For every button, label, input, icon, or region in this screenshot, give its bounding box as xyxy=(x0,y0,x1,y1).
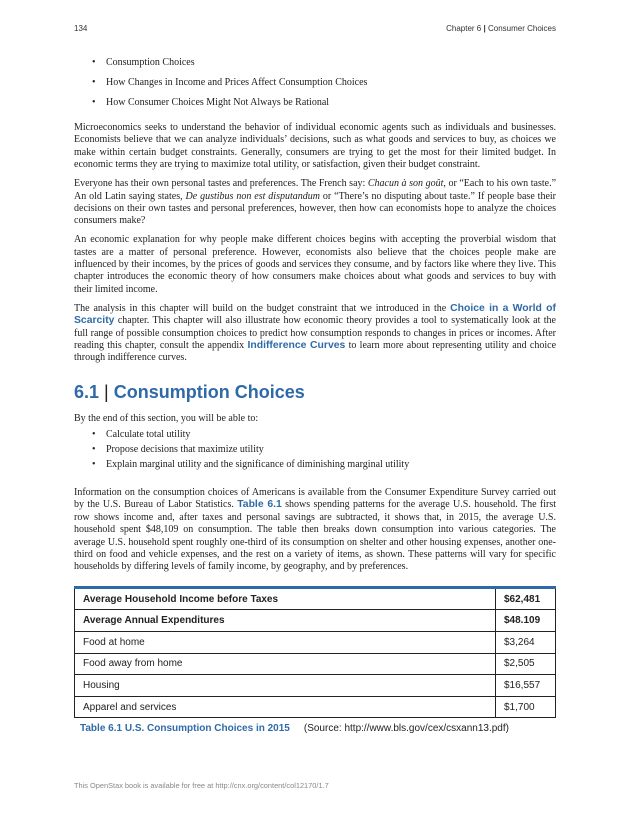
paragraph-tastes xyxy=(74,178,556,228)
table-cell-label: Housing xyxy=(75,675,496,697)
section-title: Consumption Choices xyxy=(113,381,305,402)
page-number: 134 xyxy=(74,24,88,33)
table-row xyxy=(75,675,556,697)
paragraph-analysis xyxy=(74,303,556,365)
table-cell-label: Apparel and services xyxy=(75,696,496,718)
link-choice-scarcity[interactable]: Choice in a World of Scarcity xyxy=(74,302,556,327)
table-cell-label: Food away from home xyxy=(75,653,496,675)
table-cell-label: Average Annual Expenditures xyxy=(75,610,496,632)
list-item: • Explain marginal utility and the significance of diminishing marginal utility xyxy=(106,459,556,471)
paragraph-explanation: An economic explanation for why people make different choices begins with accepting the proverbial wisdom that tastes are a matter of personal preference. However, economists also believe that the choices people make are influenced by their incomes, by the prices of goods and services they consume, and by factors like where they live. This chapter introduces the economic theory of how consumers make choices about what goods and services to buy with their limited income. xyxy=(74,234,556,295)
table-cell-value: $62,481 xyxy=(496,587,556,610)
paragraph-microeconomics: Microeconomics seeks to understand the behavior of individual economic agents such as individuals and businesses. Economists believe that we can analyze individuals’ decisions, such as what goods and services to buy, as choices we make within certain budget constraints. Generally, consumers are trying to get the most for their limited budget. In economic terms they are trying to maximize total utility, or satisfaction, given their budget constraint. xyxy=(74,122,556,171)
text-run: to learn more about representing utility and choice through indifference curves. xyxy=(74,340,557,364)
table-row xyxy=(75,653,556,675)
table-caption xyxy=(74,723,556,734)
list-item: • Propose decisions that maximize utility xyxy=(106,444,556,456)
table-cell-value: $1,700 xyxy=(496,696,556,718)
caption-source: (Source: http://www.bls.gov/cex/csxann13.pdf) xyxy=(303,723,509,735)
list-item: • Consumption Choices xyxy=(106,56,556,69)
text-run: shows spending patterns for the average U.S. household. The first row shows income and, after taxes and personal savings are subtracted, it shows that, in 2015, the average U.S. household spent $48,109 on consumption. The table then breaks down consumption into various categories. The average U.S. household spent roughly one-third of its consumption on shelter and other housing expenses, another one-third on food and vehicle expenses, and the rest on a variety of items, as shown. These patterns will vary for specific households by differing levels of family income, by geography, and by preferences. xyxy=(74,499,556,573)
table-cell-value: $3,264 xyxy=(496,632,556,654)
objectives-intro: By the end of this section, you will be able to: xyxy=(74,412,259,424)
caption-label: Table 6.1 U.S. Consumption Choices in 2015 xyxy=(80,723,290,735)
table-cell-value: $2,505 xyxy=(496,653,556,675)
text-run: chapter. This chapter will also illustrate how economic theory provides a tool to systematically look at the full range of possible consumption choices to predict how consumption responds to changes in prices or incomes. After reading this chapter, consult the appendix xyxy=(74,315,556,351)
page-content xyxy=(74,56,556,734)
page-header xyxy=(74,24,556,38)
chapter-topics-list xyxy=(74,56,556,109)
section-number: 6.1 xyxy=(74,381,100,402)
link-indifference-curves[interactable]: Indifference Curves xyxy=(247,340,346,351)
chapter-title: Consumer Choices xyxy=(487,24,556,33)
list-item: • How Consumer Choices Might Not Always be Rational xyxy=(106,96,556,109)
text-run: or “There’s no disputing about taste.” If people base their decisions on their own tastes and personal preferences, however, then how can economists hope to analyze the choices consumers make? xyxy=(74,190,557,227)
table-row xyxy=(75,696,556,718)
section-heading xyxy=(74,381,556,403)
text-run: Everyone has their own personal tastes and preferences. The French say: xyxy=(74,178,368,190)
chapter-label: Chapter 6 xyxy=(446,24,482,33)
list-item: • Calculate total utility xyxy=(106,429,556,441)
paragraph-consumer-survey xyxy=(74,487,556,574)
italic-phrase: Chacun à son goût xyxy=(367,178,444,190)
table-cell-value: $16,557 xyxy=(496,675,556,697)
section-separator: | xyxy=(104,381,109,402)
text-run: , or “Each to his own taste.” An old Latin saying states, xyxy=(74,178,557,202)
link-table-6-1[interactable]: Table 6.1 xyxy=(237,499,282,511)
table-row xyxy=(75,632,556,654)
table-cell-value: $48.109 xyxy=(496,610,556,632)
chapter-heading xyxy=(446,24,556,33)
table-cell-label: Average Household Income before Taxes xyxy=(75,587,496,610)
page-footer: This OpenStax book is available for free at http://cnx.org/content/col12170/1.7 xyxy=(74,781,329,790)
header-separator: | xyxy=(483,24,486,33)
table-row xyxy=(75,587,556,610)
consumption-table xyxy=(74,586,556,719)
list-item: • How Changes in Income and Prices Affect Consumption Choices xyxy=(106,76,556,89)
text-run: Information on the consumption choices of Americans is available from the Consumer Expenditure Survey carried out by the U.S. Bureau of Labor Statistics. xyxy=(74,487,556,511)
table-cell-label: Food at home xyxy=(75,632,496,654)
table-row xyxy=(75,610,556,632)
italic-phrase: De gustibus non est disputandum xyxy=(185,190,320,202)
text-run: The analysis in this chapter will build on the budget constraint that we introduced in the xyxy=(74,302,451,314)
learning-objectives-list xyxy=(74,429,556,471)
